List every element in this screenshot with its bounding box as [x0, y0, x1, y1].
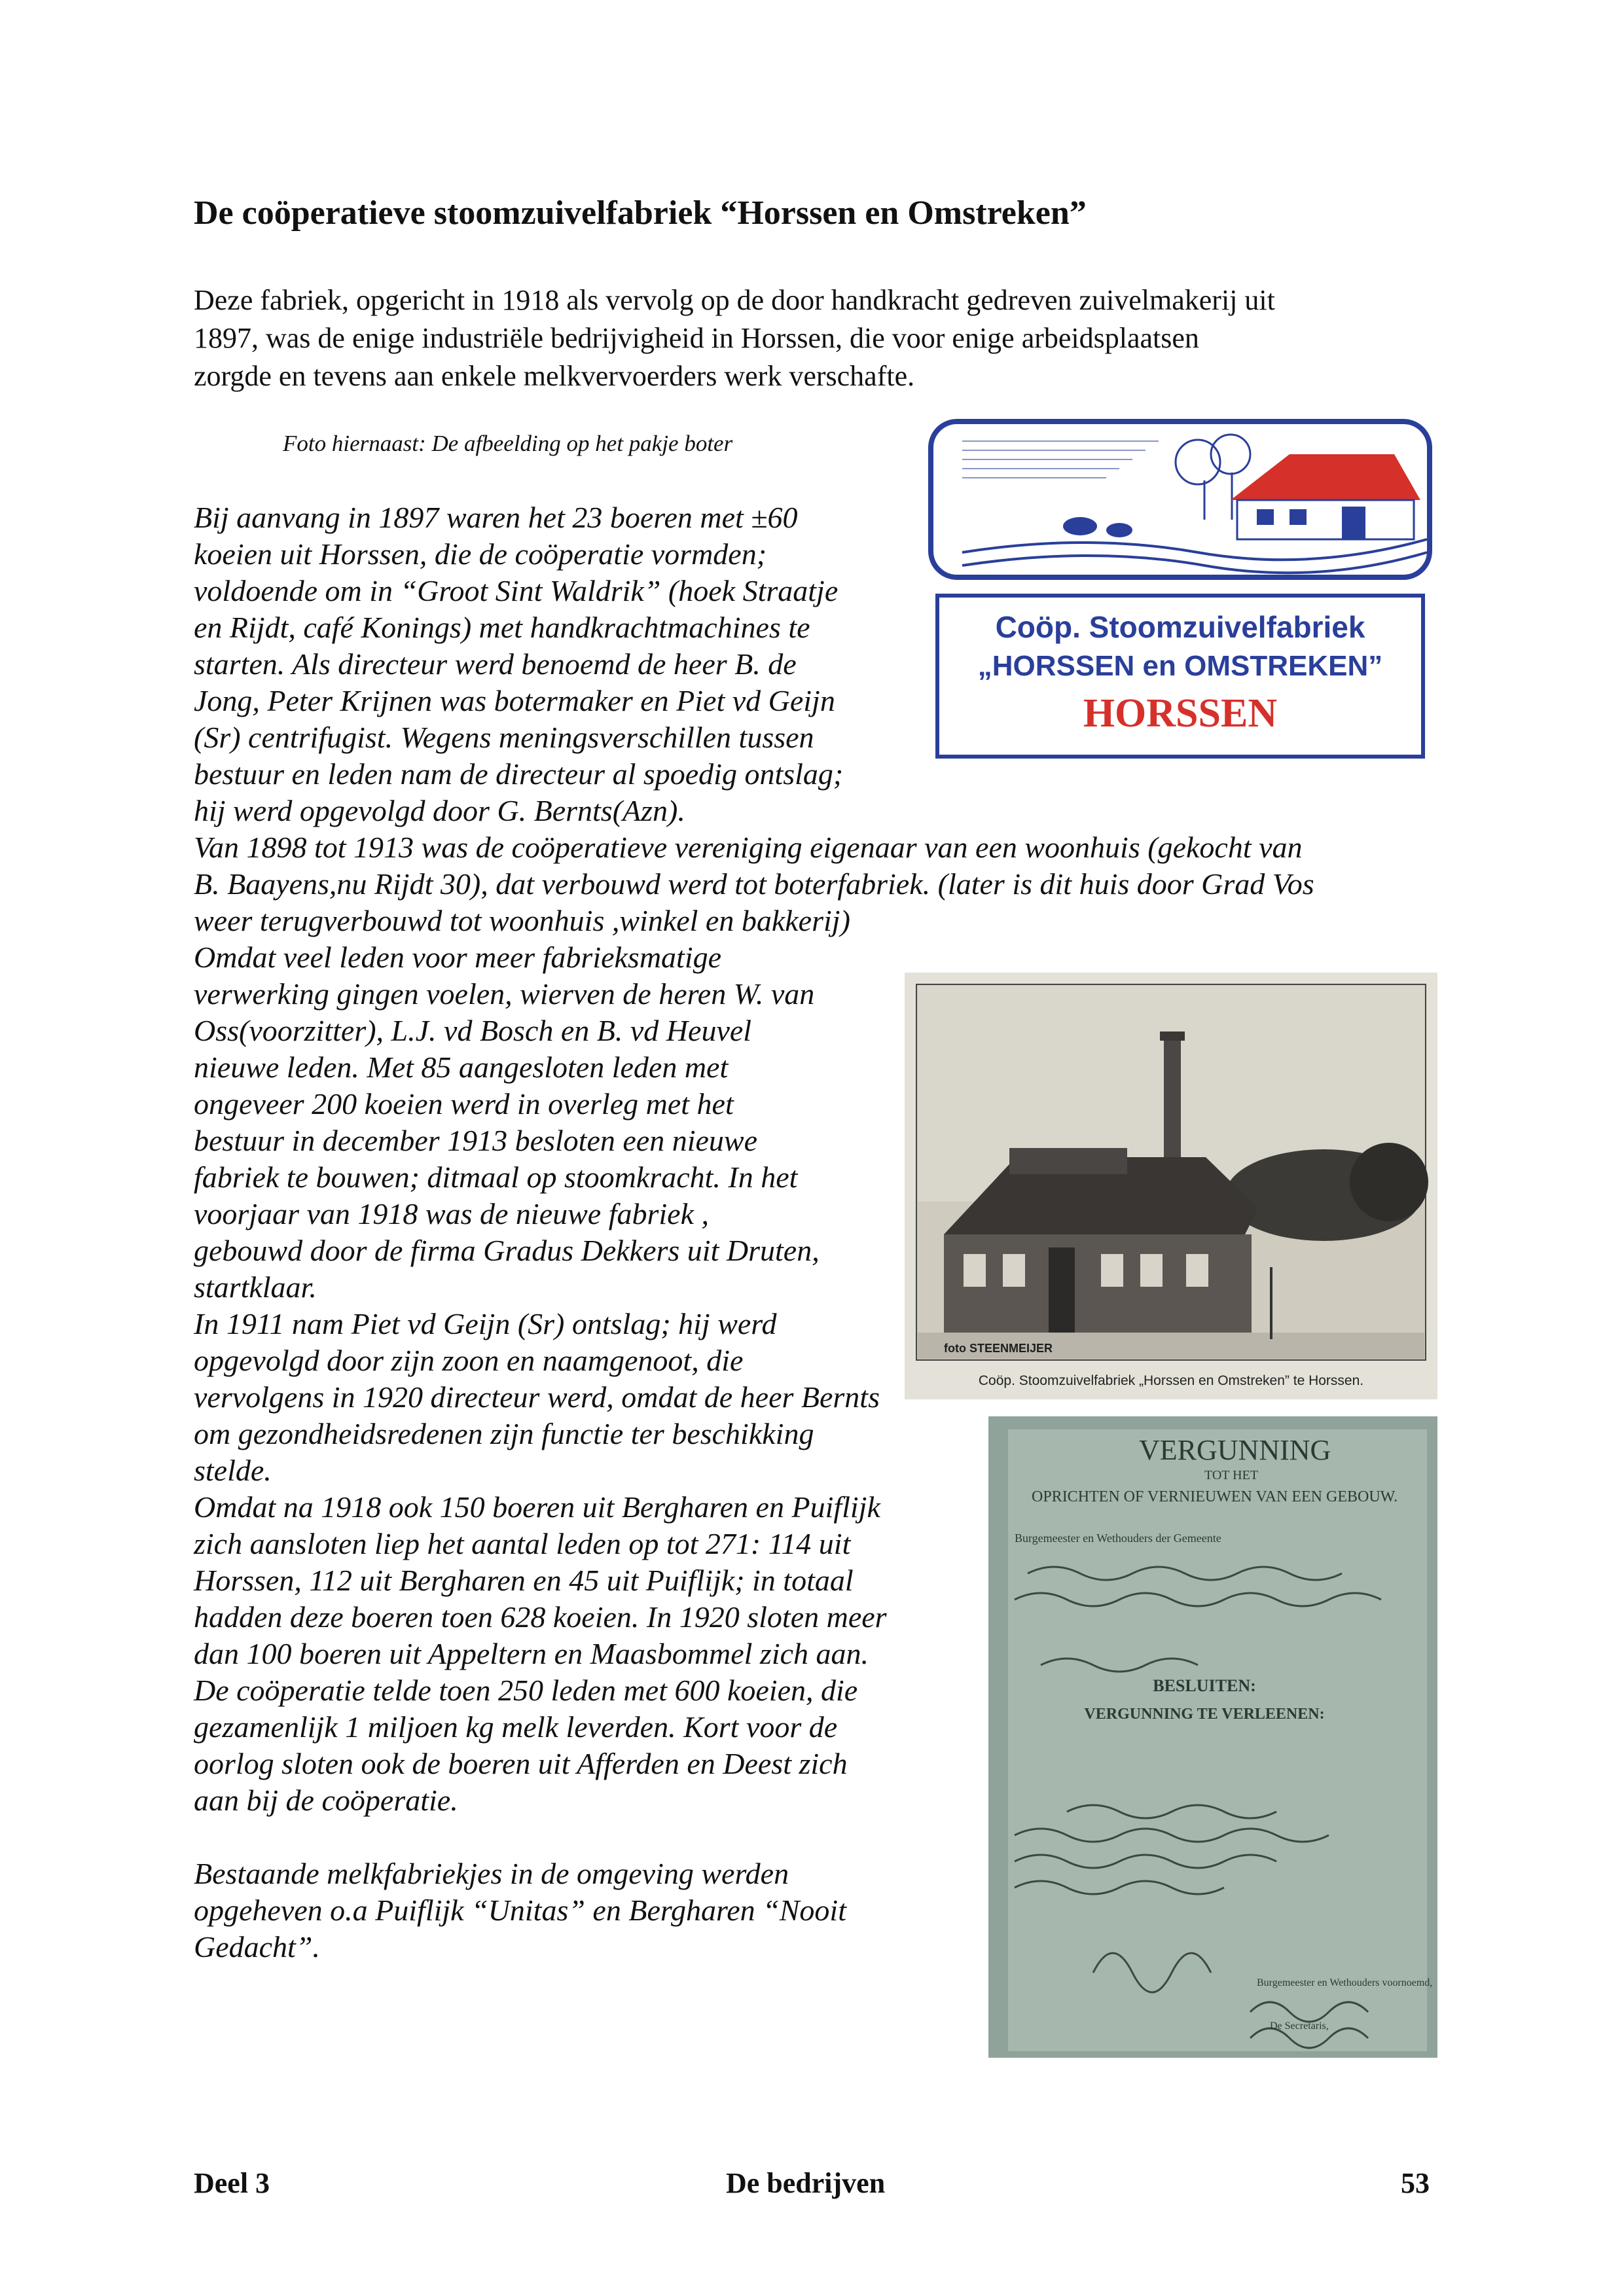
permit-document-illustration: [988, 1416, 1437, 2058]
body-line: hij werd opgevolgd door G. Bernts(Azn).: [194, 794, 685, 827]
body-line: Horssen, 112 uit Bergharen en 45 uit Puiflijk; in totaal: [194, 1564, 854, 1597]
body-line: Omdat veel leden voor meer fabrieksmatige: [194, 941, 722, 974]
body-line: In 1911 nam Piet vd Geijn (Sr) ontslag; hij werd: [194, 1307, 777, 1340]
footer-section-label: Deel 3: [194, 2167, 270, 2199]
factory-photo-illustration: [905, 973, 1437, 1399]
butter-label-line3: HORSSEN: [1083, 691, 1278, 736]
intro-paragraph: [194, 281, 1451, 395]
footer-chapter-title: De bedrijven: [726, 2167, 886, 2199]
butter-label-line1: Coöp. Stoomzuivelfabriek: [995, 610, 1365, 644]
body-line: om gezondheidsredenen zijn functie ter beschikking: [194, 1417, 814, 1450]
factory-photo-caption: Coöp. Stoomzuivelfabriek „Horssen en Omstreken” te Horssen.: [978, 1373, 1364, 1388]
body-line: oorlog sloten ook de boeren uit Afferden en Deest zich: [194, 1747, 848, 1780]
body-line: Van 1898 tot 1913 was de coöperatieve vereniging eigenaar van een woonhuis (gekocht van: [194, 831, 1303, 864]
body-line: opgeheven o.a Puiflijk “Unitas” en Bergharen “Nooit: [194, 1893, 846, 1927]
body-line: B. Baayens,nu Rijdt 30), dat verbouwd werd tot boterfabriek. (later is dit huis door Grad Vos: [194, 867, 1314, 901]
body-line: Bij aanvang in 1897 waren het 23 boeren met ±60: [194, 501, 798, 534]
body-line: vervolgens in 1920 directeur werd, omdat de heer Bernts: [194, 1380, 880, 1414]
body-line: Gedacht”.: [194, 1930, 320, 1964]
permit-sub1: TOT HET: [1204, 1468, 1259, 1482]
permit-burgemeester: Burgemeester en Wethouders der Gemeente: [1015, 1532, 1221, 1545]
body-line: voldoende om in “Groot Sint Waldrik” (hoek Straatje: [194, 574, 839, 607]
butter-label-line2: „HORSSEN en OMSTREKEN”: [977, 650, 1383, 682]
body-line: bestuur en leden nam de directeur al spoedig ontslag;: [194, 757, 844, 791]
body-line: De coöperatie telde toen 250 leden met 600 koeien, die: [194, 1674, 858, 1707]
intro-line: zorgde en tevens aan enkele melkvervoerders werk verschafte.: [194, 360, 915, 392]
photo-credit: foto STEENMEIJER: [944, 1342, 1053, 1355]
body-line: aan bij de coöperatie.: [194, 1784, 458, 1817]
body-line: weer terugverbouwd tot woonhuis ,winkel en bakkerij): [194, 904, 850, 937]
body-line: ongeveer 200 koeien werd in overleg met het: [194, 1087, 734, 1121]
body-line: fabriek te bouwen; ditmaal op stoomkracht. In het: [194, 1160, 798, 1194]
body-line: opgevolgd door zijn zoon en naamgenoot, die: [194, 1344, 744, 1377]
factory-photo: [905, 973, 1437, 1399]
body-line: Oss(voorzitter), L.J. vd Bosch en B. vd Heuvel: [194, 1014, 752, 1047]
body-line: Bestaande melkfabriekjes in de omgeving werden: [194, 1857, 789, 1890]
permit-sub2: OPRICHTEN OF VERNIEUWEN VAN EEN GEBOUW.: [1032, 1488, 1398, 1505]
body-line: starten. Als directeur werd benoemd de heer B. de: [194, 647, 797, 681]
permit-besluiten: BESLUITEN:: [1153, 1676, 1256, 1695]
body-line: koeien uit Horssen, die de coöperatie vormden;: [194, 537, 767, 571]
body-line: voorjaar van 1918 was de nieuwe fabriek ,: [194, 1197, 710, 1230]
permit-document-photo: [988, 1416, 1437, 2058]
body-line: stelde.: [194, 1454, 272, 1487]
page-number: 53: [1401, 2167, 1430, 2199]
body-line: Omdat na 1918 ook 150 boeren uit Bergharen en Puiflijk: [194, 1490, 880, 1524]
body-line: en Rijdt, café Konings) met handkrachtmachines te: [194, 611, 810, 644]
body-line: verwerking gingen voelen, wierven de heren W. van: [194, 977, 815, 1011]
permit-verleenen: VERGUNNING TE VERLEENEN:: [1084, 1706, 1325, 1723]
page-title: De coöperatieve stoomzuivelfabriek “Horssen en Omstreken”: [194, 194, 1087, 232]
body-line: (Sr) centrifugist. Wegens meningsverschillen tussen: [194, 721, 814, 754]
permit-footer-line: Burgemeester en Wethouders voornoemd,: [1257, 1977, 1433, 1988]
body-line: bestuur in december 1913 besloten een nieuwe: [194, 1124, 757, 1157]
butter-label-illustration: [923, 402, 1437, 766]
photo-caption: Foto hiernaast: De afbeelding op het pakje boter: [283, 431, 733, 456]
permit-secretaris: De Secretaris,: [1270, 2020, 1329, 2032]
body-line: gebouwd door de firma Gradus Dekkers uit Druten,: [194, 1234, 820, 1267]
body-line: dan 100 boeren uit Appeltern en Maasbommel zich aan.: [194, 1637, 869, 1670]
intro-line: Deze fabriek, opgericht in 1918 als vervolg op de door handkracht gedreven zuivelmakerij uit: [194, 284, 1275, 316]
body-line: startklaar.: [194, 1270, 317, 1304]
butter-label-image: [923, 402, 1437, 766]
body-line: nieuwe leden. Met 85 aangesloten leden met: [194, 1050, 729, 1084]
body-line: zich aansloten liep het aantal leden op tot 271: 114 uit: [194, 1527, 851, 1560]
permit-heading: VERGUNNING: [1139, 1434, 1331, 1466]
body-line: gezamenlijk 1 miljoen kg melk leverden. Kort voor de: [194, 1710, 838, 1744]
body-line: Jong, Peter Krijnen was botermaker en Piet vd Geijn: [194, 684, 835, 717]
body-line: hadden deze boeren toen 628 koeien. In 1920 sloten meer: [194, 1600, 887, 1634]
intro-line: 1897, was de enige industriële bedrijvigheid in Horssen, die voor enige arbeidsplaatsen: [194, 322, 1199, 354]
